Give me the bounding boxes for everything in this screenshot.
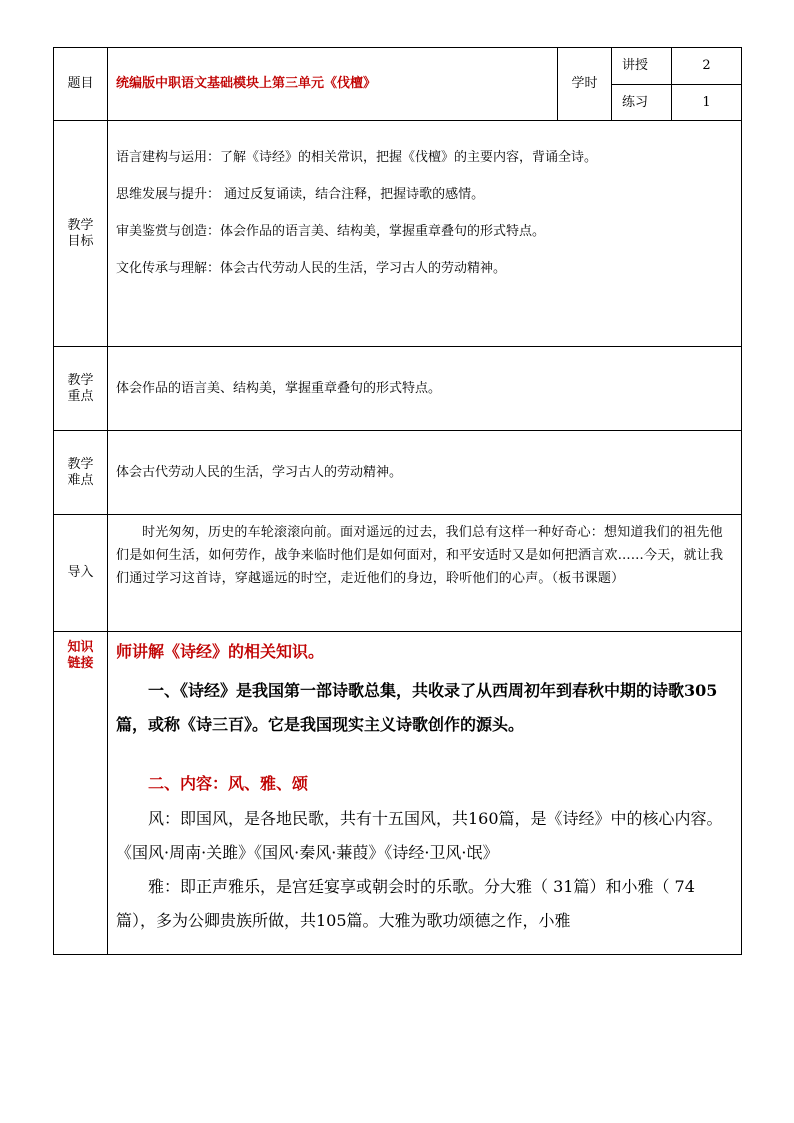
practice-label: 练习	[612, 85, 672, 121]
knowledge-ya: 雅：即正声雅乐，是宫廷宴享或朝会时的乐歌。分大雅（ 31篇）和小雅（ 74篇），多为公卿贵族所做，共105篇。大雅为歌功颂德之作，小雅	[116, 877, 695, 930]
difficulty-content: 体会古代劳动人民的生活，学习古人的劳动精神。	[108, 431, 742, 515]
knowledge-heading: 师讲解《诗经》的相关知识。	[116, 642, 325, 661]
goal-item: 语言建构与运用：了解《诗经》的相关常识，把握《伐檀》的主要内容，背诵全诗。	[116, 150, 598, 165]
difficulty-label	[54, 431, 108, 515]
goals-label-line2: 目标	[67, 233, 94, 249]
goals-label-line1: 教学	[67, 217, 94, 233]
lesson-title: 统编版中职语文基础模块上第三单元《伐檀》	[108, 48, 558, 121]
knowledge-label-line2: 链接	[67, 655, 94, 671]
focus-label	[54, 347, 108, 431]
goal-item: 审美鉴赏与创造：体会作品的语言美、结构美，掌握重章叠句的形式特点。	[116, 224, 546, 239]
knowledge-feng: 风：即国风，是各地民歌，共有十五国风，共160篇，是《诗经》中的核心内容。《国风·周南·关雎》《国风·秦风·蒹葭》《诗经·卫风·氓》	[116, 809, 723, 862]
intro-label: 导入	[54, 515, 108, 632]
focus-label-line2: 重点	[67, 388, 94, 404]
intro-text: 时光匆匆，历史的车轮滚滚向前。面对遥远的过去，我们总有这样一种好奇心：想知道我们的祖先他们是如何生活，如何劳作，战争来临时他们是如何面对，和平安适时又是如何把酒言欢……今天，就让我们通过学习这首诗，穿越遥远的时空，走近他们的身边，聆听他们的心声。（板书课题）	[116, 525, 724, 586]
goal-item: 思维发展与提升： 通过反复诵读，结合注释，把握诗歌的感情。	[116, 187, 485, 202]
lecture-hours: 2	[672, 48, 742, 85]
difficulty-label-line1: 教学	[67, 456, 94, 472]
focus-label-line1: 教学	[67, 372, 94, 388]
knowledge-section-1: 一、《诗经》是我国第一部诗歌总集，共收录了从西周初年到春秋中期的诗歌305篇，或称《诗三百》。它是我国现实主义诗歌创作的源头。	[116, 681, 718, 734]
knowledge-content	[108, 632, 742, 955]
goal-item: 文化传承与理解：体会古代劳动人民的生活，学习古人的劳动精神。	[116, 261, 507, 276]
knowledge-label-line1: 知识	[67, 640, 94, 655]
hours-label: 学时	[558, 48, 612, 121]
lesson-plan-table	[53, 47, 742, 955]
practice-hours: 1	[672, 85, 742, 121]
goals-label	[54, 121, 108, 347]
difficulty-label-line2: 难点	[67, 472, 94, 488]
topic-label: 题目	[54, 48, 108, 121]
goals-content	[108, 121, 742, 347]
focus-content: 体会作品的语言美、结构美，掌握重章叠句的形式特点。	[108, 347, 742, 431]
lecture-label: 讲授	[612, 48, 672, 85]
knowledge-label	[54, 632, 108, 955]
intro-content	[108, 515, 742, 632]
knowledge-section-2-heading: 二、内容：风、雅、颂	[148, 774, 309, 793]
